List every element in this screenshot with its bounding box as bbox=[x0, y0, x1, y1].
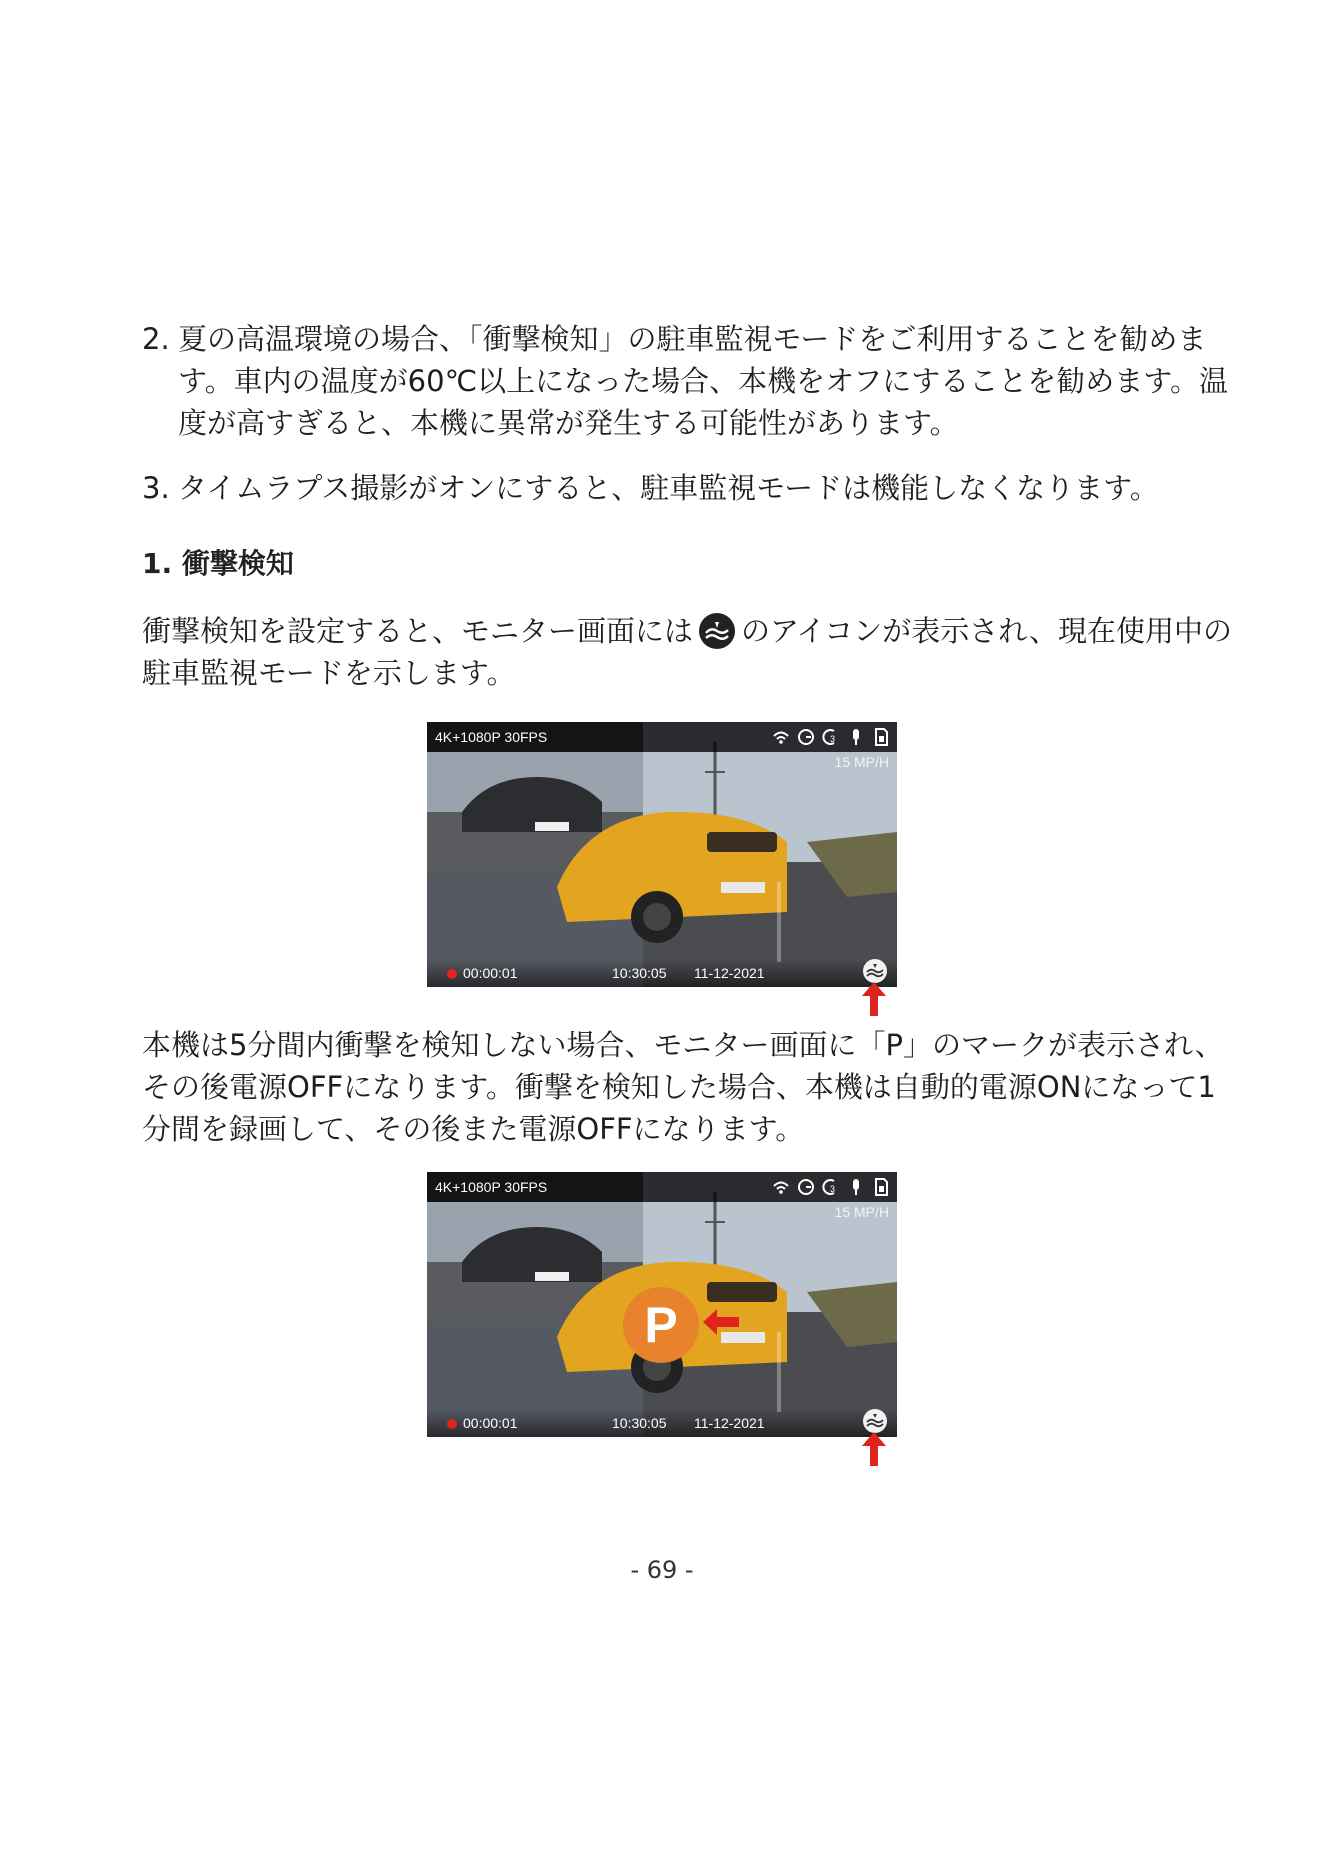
parking-shock-icon bbox=[863, 959, 887, 983]
list-text: 夏の高温環境の場合、「衝撃検知」の駐車監視モードをご利用することを勧めます。車内の温度が60℃以上になった場合、本機をオフにすることを勧めます。温度が高すぎると、本機に異常が発生する可能性があります。 bbox=[178, 322, 1228, 440]
speed-readout: 15 MP/H bbox=[834, 754, 889, 770]
recording-indicator-icon bbox=[447, 1419, 457, 1429]
status-bar bbox=[427, 1172, 897, 1202]
list-number: 3. bbox=[142, 471, 170, 505]
parking-p-mark: P bbox=[623, 1287, 699, 1363]
speed-readout: 15 MP/H bbox=[834, 1204, 889, 1220]
section-heading: 1. 衝撃検知 bbox=[142, 547, 294, 580]
camera-scene bbox=[427, 722, 897, 987]
wifi-icon bbox=[771, 727, 791, 747]
status-icons bbox=[771, 727, 891, 747]
recording-bar bbox=[427, 1409, 897, 1437]
red-arrow-up-icon bbox=[862, 1432, 886, 1466]
paragraph-text: のアイコンが表示され、現在使用中の駐車監視モードを示します。 bbox=[142, 614, 1232, 690]
recording-time: 00:00:01 bbox=[463, 1415, 518, 1431]
red-arrow-up-icon bbox=[862, 982, 886, 1016]
monitor-screen-1 bbox=[427, 722, 897, 987]
monitor-screen-2 bbox=[427, 1172, 897, 1437]
date: 11-12-2021 bbox=[694, 965, 765, 981]
list-number: 2. bbox=[142, 322, 170, 356]
gps-icon bbox=[796, 1177, 816, 1197]
parking-shock-icon bbox=[863, 1409, 887, 1433]
svg-text:3: 3 bbox=[830, 734, 836, 744]
paragraph-text: 衝撃検知を設定すると、モニター画面には bbox=[142, 614, 694, 648]
gsensor-icon bbox=[821, 727, 841, 747]
parking-shock-icon bbox=[699, 613, 735, 649]
gsensor-icon bbox=[821, 1177, 841, 1197]
mic-icon bbox=[846, 1177, 866, 1197]
date: 11-12-2021 bbox=[694, 1415, 765, 1431]
paragraph-icon-description bbox=[142, 610, 1232, 694]
recording-mode-label: 4K+1080P 30FPS bbox=[435, 1179, 548, 1195]
list-item-3 bbox=[142, 467, 1232, 509]
svg-text:3: 3 bbox=[830, 1184, 836, 1194]
sdcard-icon bbox=[871, 1177, 891, 1197]
wifi-icon bbox=[771, 1177, 791, 1197]
list-text: タイムラプス撮影がオンにすると、駐車監視モードは機能しなくなります。 bbox=[178, 471, 1159, 505]
recording-indicator-icon bbox=[447, 969, 457, 979]
red-arrow-left-icon bbox=[703, 1309, 739, 1335]
status-icons bbox=[771, 1177, 891, 1197]
page-number: - 69 - bbox=[630, 1556, 694, 1584]
recording-bar bbox=[427, 959, 897, 987]
recording-time: 00:00:01 bbox=[463, 965, 518, 981]
clock: 10:30:05 bbox=[612, 965, 667, 981]
sdcard-icon bbox=[871, 727, 891, 747]
status-bar bbox=[427, 722, 897, 752]
gps-icon bbox=[796, 727, 816, 747]
mic-icon bbox=[846, 727, 866, 747]
recording-mode-label: 4K+1080P 30FPS bbox=[435, 729, 548, 745]
list-item-2 bbox=[142, 318, 1232, 444]
paragraph-p-mark: 本機は5分間内衝撃を検知しない場合、モニター画面に「P」のマークが表示され、その後電源OFFになります。衝撃を検知した場合、本機は自動的電源ONになって1分間を録画して、その後また電源OFFになります。 bbox=[142, 1028, 1224, 1146]
clock: 10:30:05 bbox=[612, 1415, 667, 1431]
